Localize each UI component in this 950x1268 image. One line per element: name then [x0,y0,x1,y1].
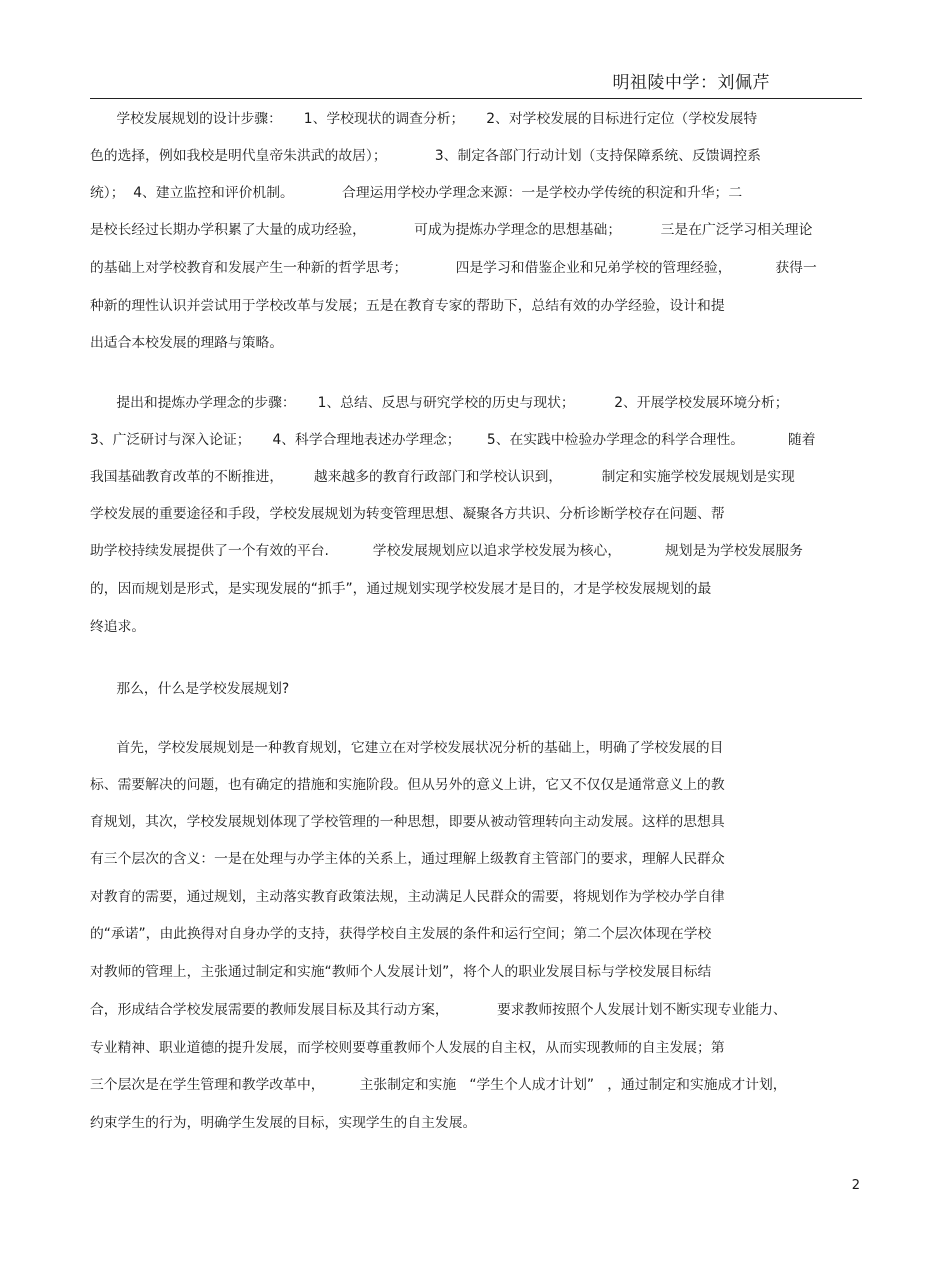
paragraph-1-line: 色的选择，例如我校是明代皇帝朱洪武的故居）； 3、制定各部门行动计划（支持保障系统、反馈调控系 [90,148,761,164]
paragraph-4-line: 的“承诺”，由此换得对自身办学的支持，获得学校自主发展的条件和运行空间；第二个层次体现在学校 [90,926,712,942]
paragraph-4-line: 标、需要解决的问题，也有确定的措施和实施阶段。但从另外的意义上讲，它又不仅仅是通常意义上的教 [90,777,725,793]
header-author: 明祖陵中学：刘佩芹 [612,73,770,93]
page-header [90,62,862,99]
paragraph-4-line: 有三个层次的含义：一是在处理与办学主体的关系上，通过理解上级教育主管部门的要求，理解人民群众 [90,851,725,867]
paragraph-4-line: 对教师的管理上，主张通过制定和实施“教师个人发展计划”，将个人的职业发展目标与学校发展目标结 [90,964,712,980]
paragraph-2-line: 我国基础教育改革的不断推进， 越来越多的教育行政部门和学校认识到， 制定和实施学校发展规划是实现 [90,469,795,485]
paragraph-4-line: 合，形成结合学校发展需要的教师发展目标及其行动方案， 要求教师按照个人发展计划不断实现专业能力、 [90,1002,787,1018]
paragraph-1-line: 是校长经过长期办学积累了大量的成功经验， 可成为提炼办学理念的思想基础； 三是在广泛学习相关理论 [90,222,813,238]
paragraph-2-line: 3、广泛研讨与深入论证； 4、科学合理地表述办学理念； 5、在实践中检验办学理念的科学合理性。 随着 [90,432,816,448]
page-number: 2 [851,1178,860,1193]
paragraph-3-line: 那么，什么是学校发展规划? [90,681,290,697]
paragraph-2-line: 学校发展的重要途径和手段，学校发展规划为转变管理思想、凝聚各方共识、分析诊断学校存在问题、帮 [90,506,725,522]
paragraph-2-line: 助学校持续发展提供了一个有效的平台. 学校发展规划应以追求学校发展为核心， 规划是为学校发展服务 [90,543,803,559]
paragraph-1-line: 统）； 4、建立监控和评价机制。 合理运用学校办学理念来源：一是学校办学传统的积淀和升华；二 [90,185,743,201]
paragraph-2-line: 终追求。 [90,619,146,635]
paragraph-4-line: 育规划，其次，学校发展规划体现了学校管理的一种思想，即要从被动管理转向主动发展。这样的思想具 [90,814,725,830]
paragraph-4-line: 三个层次是在学生管理和教学改革中， 主张制定和实施 “学生个人成才计划” ，通过制定和实施成才计划， [90,1077,787,1093]
paragraph-1-line: 种新的理性认识并尝试用于学校改革与发展；五是在教育专家的帮助下，总结有效的办学经验，设计和提 [90,298,725,314]
paragraph-4-line: 约束学生的行为，明确学生发展的目标，实现学生的自主发展。 [90,1115,477,1131]
paragraph-4-line: 首先，学校发展规划是一种教育规划，它建立在对学校发展状况分析的基础上，明确了学校发展的目 [90,740,724,756]
paragraph-2-line: 提出和提炼办学理念的步骤： 1、总结、反思与研究学校的历史与现状； 2、开展学校发展环境分析； [90,395,789,411]
paragraph-1-line: 出适合本校发展的理路与策略。 [90,335,284,351]
paragraph-4-line: 专业精神、职业道德的提升发展，而学校则要尊重教师个人发展的自主权，从而实现教师的自主发展；第 [90,1040,725,1056]
paragraph-1-line: 学校发展规划的设计步骤： 1、学校现状的调查分析； 2、对学校发展的目标进行定位（学校发展特 [90,111,758,127]
paragraph-4-line: 对教育的需要，通过规划，主动落实教育政策法规，主动满足人民群众的需要，将规划作为学校办学自律 [90,889,725,905]
paragraph-1-line: 的基础上对学校教育和发展产生一种新的哲学思考； 四是学习和借鉴企业和兄弟学校的管理经验， 获得一 [90,260,817,276]
paragraph-2-line: 的，因而规划是形式，是实现发展的“抓手”，通过规划实现学校发展才是目的，才是学校发展规划的最 [90,581,712,597]
